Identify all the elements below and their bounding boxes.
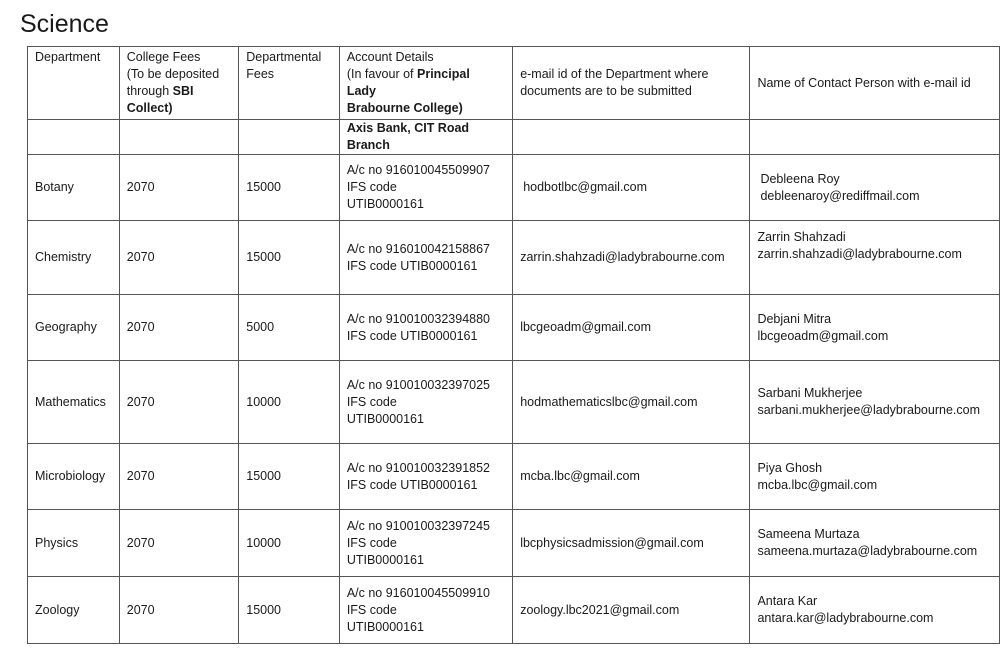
table-row [28, 155, 1000, 221]
cell-account: A/c no 910010032397245 IFS code UTIB0000161 [339, 510, 512, 577]
cell-account: A/c no 916010042158867 IFS code UTIB0000161 [339, 221, 512, 295]
cell-college-fees: 2070 [119, 510, 239, 577]
fees-table [27, 46, 1000, 644]
header-bank-branch: Axis Bank, CIT Road Branch [339, 120, 512, 155]
table-subheader-row [28, 120, 1000, 155]
cell-departmental-fees: 10000 [239, 361, 340, 444]
table-header-row [28, 47, 1000, 120]
cell-department: Zoology [28, 577, 120, 644]
cell-department: Physics [28, 510, 120, 577]
cell-department: Chemistry [28, 221, 120, 295]
cell-department: Mathematics [28, 361, 120, 444]
cell-contact: Sameena Murtaza sameena.murtaza@ladybrabourne.com [750, 510, 1000, 577]
cell-department-email: lbcgeoadm@gmail.com [513, 295, 750, 361]
header-departmental-fees: Departmental Fees [239, 47, 340, 120]
cell-account: A/c no 910010032394880 IFS code UTIB0000161 [339, 295, 512, 361]
table-row [28, 444, 1000, 510]
cell-contact: Debleena Roy debleenaroy@rediffmail.com [750, 155, 1000, 221]
cell-contact: Sarbani Mukherjee sarbani.mukherjee@ladybrabourne.com [750, 361, 1000, 444]
cell-contact: Debjani Mitra lbcgeoadm@gmail.com [750, 295, 1000, 361]
header-department-email: e-mail id of the Department where documents are to be submitted [513, 47, 750, 120]
header-contact-person: Name of Contact Person with e-mail id [750, 47, 1000, 120]
cell-college-fees: 2070 [119, 221, 239, 295]
cell-account: A/c no 910010032397025 IFS code UTIB0000161 [339, 361, 512, 444]
table-row [28, 577, 1000, 644]
cell-departmental-fees: 15000 [239, 155, 340, 221]
cell-department: Microbiology [28, 444, 120, 510]
cell-department-email: zoology.lbc2021@gmail.com [513, 577, 750, 644]
page-title: Science [20, 10, 109, 38]
cell-account: A/c no 916010045509910 IFS code UTIB0000161 [339, 577, 512, 644]
cell-college-fees: 2070 [119, 444, 239, 510]
cell-departmental-fees: 15000 [239, 577, 340, 644]
cell-department-email: hodbotlbc@gmail.com [513, 155, 750, 221]
cell-contact: Antara Kar antara.kar@ladybrabourne.com [750, 577, 1000, 644]
cell-contact: Zarrin Shahzadi zarrin.shahzadi@ladybrabourne.com [750, 221, 1000, 295]
cell-departmental-fees: 10000 [239, 510, 340, 577]
cell-department-email: hodmathematicslbc@gmail.com [513, 361, 750, 444]
cell-college-fees: 2070 [119, 577, 239, 644]
cell-departmental-fees: 15000 [239, 221, 340, 295]
header-department: Department [28, 47, 120, 120]
cell-college-fees: 2070 [119, 361, 239, 444]
cell-department-email: zarrin.shahzadi@ladybrabourne.com [513, 221, 750, 295]
header-account-details: Account Details (In favour of Principal Lady Brabourne College) [339, 47, 512, 120]
cell-department: Botany [28, 155, 120, 221]
cell-departmental-fees: 15000 [239, 444, 340, 510]
cell-department-email: lbcphysicsadmission@gmail.com [513, 510, 750, 577]
cell-department: Geography [28, 295, 120, 361]
table-row [28, 295, 1000, 361]
cell-departmental-fees: 5000 [239, 295, 340, 361]
cell-college-fees: 2070 [119, 295, 239, 361]
cell-college-fees: 2070 [119, 155, 239, 221]
cell-contact: Piya Ghosh mcba.lbc@gmail.com [750, 444, 1000, 510]
cell-account: A/c no 916010045509907 IFS code UTIB0000161 [339, 155, 512, 221]
table-row [28, 510, 1000, 577]
table-row [28, 361, 1000, 444]
cell-account: A/c no 910010032391852 IFS code UTIB0000161 [339, 444, 512, 510]
cell-department-email: mcba.lbc@gmail.com [513, 444, 750, 510]
table-row [28, 221, 1000, 295]
header-college-fees: College Fees (To be deposited through SBI Collect) [119, 47, 239, 120]
